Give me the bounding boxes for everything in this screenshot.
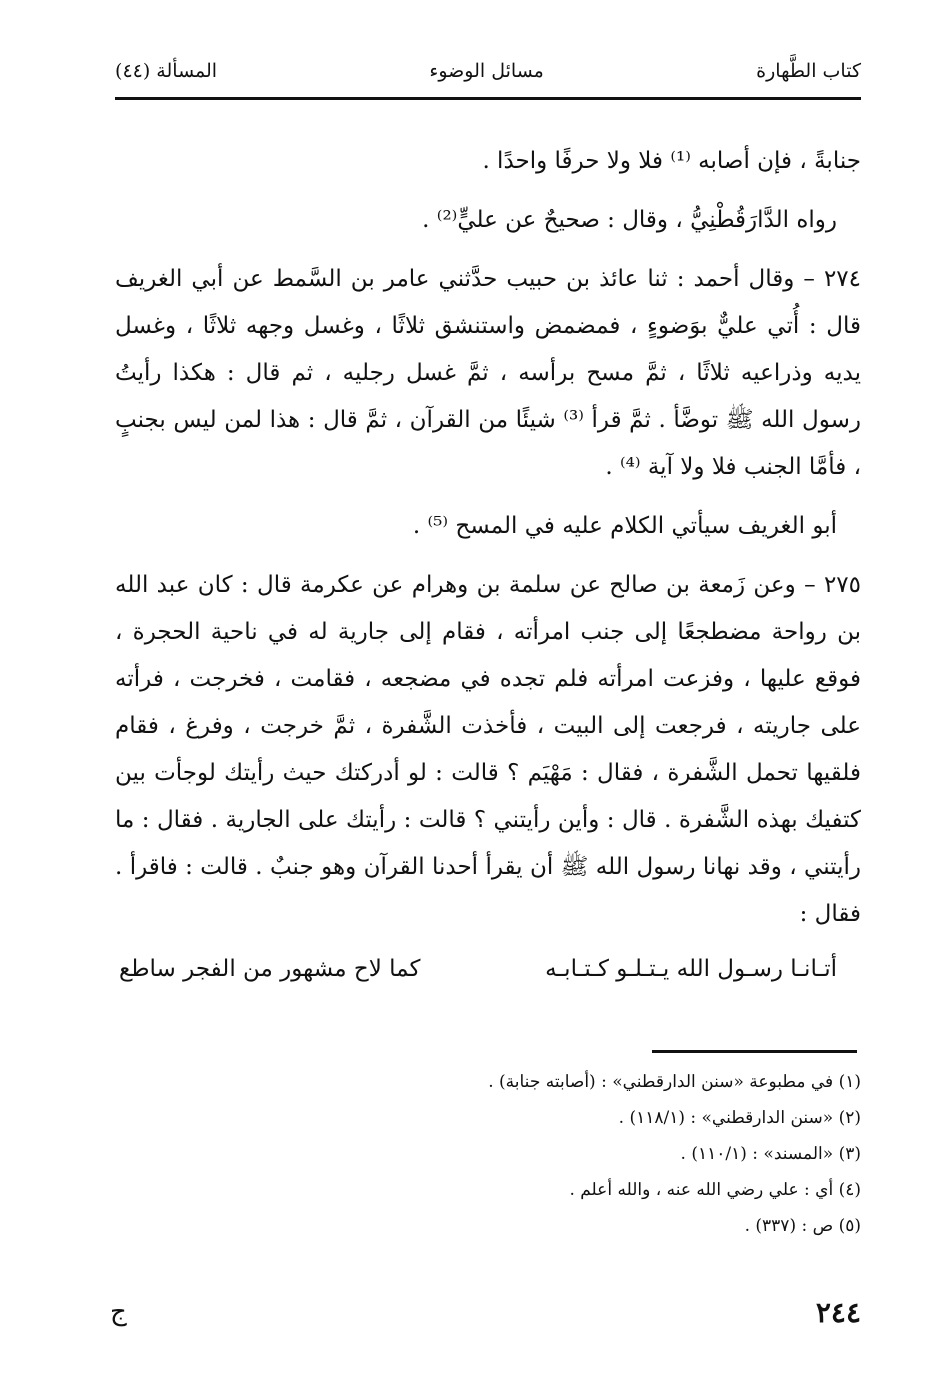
paragraph-2: رواه الدَّارَقُطْنِيُّ ، وقال : صحيحٌ عن عليٍّ⁽²⁾ . xyxy=(422,207,837,233)
chapter-title: مسائل الوضوء xyxy=(429,60,544,82)
footnote-2: (٢) «سنن الدارقطني» : (١١٨/١) . xyxy=(618,1108,861,1128)
footnote-1: (١) في مطبوعة «سنن الدارقطني» : (أصابته جنابة) . xyxy=(488,1072,861,1092)
poetry-verse xyxy=(115,946,861,993)
hadith-275: ٢٧٥ – وعن زَمعة بن صالح عن سلمة بن وهرام عن عكرمة قال : كان عبد الله بن رواحة مضطجعًا إلى جنب امرأته ، فقام إلى جارية له في ناحية الحجرة ، فوقع عليها ، وفزعت امرأته فلم تجده في مضجعه ، فقامت ، فخرجت ، فرأته على جاريته ، فرجعت إلى البيت ، فأخذت الشَّفرة ، ثمَّ خرجت ، وفرغ ، فقام فلقيها تحمل الشَّفرة ، فقال : مَهْيَم ؟ قالت : لو أدركتك حيث رأيتك لوجأت بين كتفيك بهذه الشَّفرة . قال : وأين رأيتني ؟ قالت : رأيتك على الجارية . فقال : ما رأيتني ، وقد نهانا رسول الله ﷺ أن يقرأ أحدنا القرآن وهو جنبٌ . قالت : فاقرأ . فقال : xyxy=(115,572,861,927)
footnote-4: (٤) أي : علي رضي الله عنه ، والله أعلم . xyxy=(569,1180,861,1200)
footnote-5: (٥) ص : (٣٣٧) . xyxy=(744,1216,861,1236)
issue-number: المسألة (٤٤) xyxy=(115,60,218,82)
verse-first-hemistich: أتـانـا رسـول الله يـتـلـو كـتـابـه xyxy=(545,956,837,982)
signature-mark: ج xyxy=(110,1297,127,1327)
header-rule xyxy=(115,97,861,100)
paragraph-4: أبو الغريف سيأتي الكلام عليه في المسح ⁽⁵⁾ . xyxy=(412,513,837,539)
footnotes xyxy=(200,1064,861,1244)
paragraph-1: جنابةً ، فإن أصابه ⁽¹⁾ فلا ولا حرفًا واحدًا . xyxy=(482,148,861,174)
hadith-274: ٢٧٤ – وقال أحمد : ثنا عائذ بن حبيب حدَّثني عامر بن السَّمط عن أبي الغريف قال : أُتي عليٌّ بوَضوءٍ ، فمضمض واستنشق ثلاثًا ، وغسل وجهه ثلاثًا ، وغسل يديه وذراعيه ثلاثًا ، ثمَّ مسح برأسه ، ثمَّ غسل رجليه ، ثم قال : هكذا رأيتُ رسول الله ﷺ توضَّأ . ثمَّ قرأ ⁽³⁾ شيئًا من القرآن ، ثمَّ قال : هذا لمن ليس بجنبٍ ، فأمَّا الجنب فلا ولا آية ⁽⁴⁾ . xyxy=(115,266,861,480)
page-number: ٢٤٤ xyxy=(815,1295,861,1329)
running-header xyxy=(115,46,861,96)
verse-second-hemistich: كما لاح مشهور من الفجر ساطع xyxy=(119,956,421,982)
footnote-rule xyxy=(652,1050,857,1053)
book-title: كتاب الطَّهارة xyxy=(756,60,861,82)
page-footer xyxy=(110,1290,861,1334)
main-text xyxy=(115,138,861,993)
footnote-3: (٣) «المسند» : (١١٠/١) . xyxy=(680,1144,861,1164)
